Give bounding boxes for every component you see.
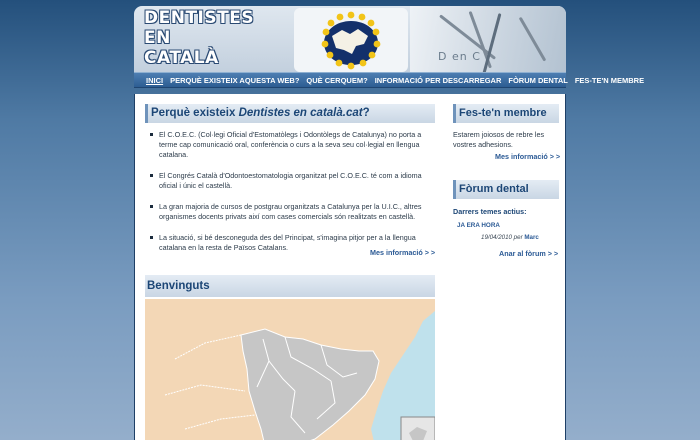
list-item: El C.O.E.C. (Col·legi Oficial d'Estomatòlegs i Odontòlegs de Catalunya) no porta a terme cap comunicació oral, conferència o curs a la seva seu col·legial en llengua catalana.: [145, 130, 435, 160]
nav-item-forum[interactable]: FÒRUM DENTAL: [508, 75, 568, 85]
list-item: El Congrés Català d'Odontoestomatologia organitzat pel C.O.E.C. té com a idioma oficial i únic el castellà.: [145, 171, 435, 191]
forum-topic-link[interactable]: JA ERA HORA: [457, 222, 500, 229]
badge-text: D en C: [438, 50, 481, 63]
nav-item-inici[interactable]: INICI: [146, 75, 164, 85]
main-panel-title: [145, 104, 435, 123]
join-more-info-link[interactable]: Mes informació > >: [495, 152, 561, 161]
catalan-countries-map[interactable]: [145, 299, 435, 440]
nav-item-perque[interactable]: PERQUÈ EXISTEIX AQUESTA WEB?: [170, 75, 300, 85]
join-panel-title: Fes-te'n membre: [453, 104, 559, 123]
dental-tools-photo: [410, 6, 566, 72]
logo-line-1: DENTISTES: [144, 8, 255, 28]
map-emblem-icon: [314, 10, 388, 72]
title-site-name: Dentistes en català.cat: [238, 107, 363, 119]
reasons-list: [145, 130, 435, 264]
forum-topic-meta: [481, 234, 539, 241]
welcome-title: Benvinguts: [145, 275, 435, 297]
list-item: La situació, si bé desconeguda des del Principat, s'imagina pitjor per a la llengua catalana en la resta de Països Catalans.: [145, 233, 435, 253]
forum-recent-label: Darrers temes actius:: [453, 207, 527, 216]
logo-line-3: CATALÀ: [144, 48, 219, 68]
forum-panel-title: Fòrum dental: [453, 180, 559, 199]
nav-item-membre[interactable]: FES-TE'N MEMBRE: [574, 75, 645, 85]
forum-topic-date: 19/04/2010 per: [481, 234, 523, 241]
main-nav: [134, 72, 645, 88]
title-suffix: ?: [362, 107, 370, 119]
logo-line-2: EN: [144, 28, 171, 48]
nav-item-informacio[interactable]: INFORMACIÓ PER DESCARREGAR: [374, 75, 502, 85]
title-prefix: Perquè existeix: [151, 107, 239, 119]
main-more-info-link[interactable]: Mes informació > >: [370, 248, 436, 257]
site-logo[interactable]: [144, 8, 294, 68]
map-image: [145, 299, 435, 440]
site-header: [134, 6, 566, 72]
join-description: Estarem joiosos de rebre les vostres adhesions.: [453, 130, 545, 149]
forum-topic-user[interactable]: Marc: [524, 234, 539, 241]
emblem-image: [294, 8, 408, 72]
list-item: La gran majoria de cursos de postgrau organitzats a Catalunya per la U.I.C., altres organismes docents privats així com cases comercials són realitzats en castellà.: [145, 202, 435, 222]
content-area: [134, 94, 566, 440]
forum-link[interactable]: Anar al fòrum > >: [499, 249, 559, 258]
nav-item-que-cerquem[interactable]: QUÈ CERQUEM?: [306, 75, 368, 85]
page-wrapper: [134, 6, 645, 440]
